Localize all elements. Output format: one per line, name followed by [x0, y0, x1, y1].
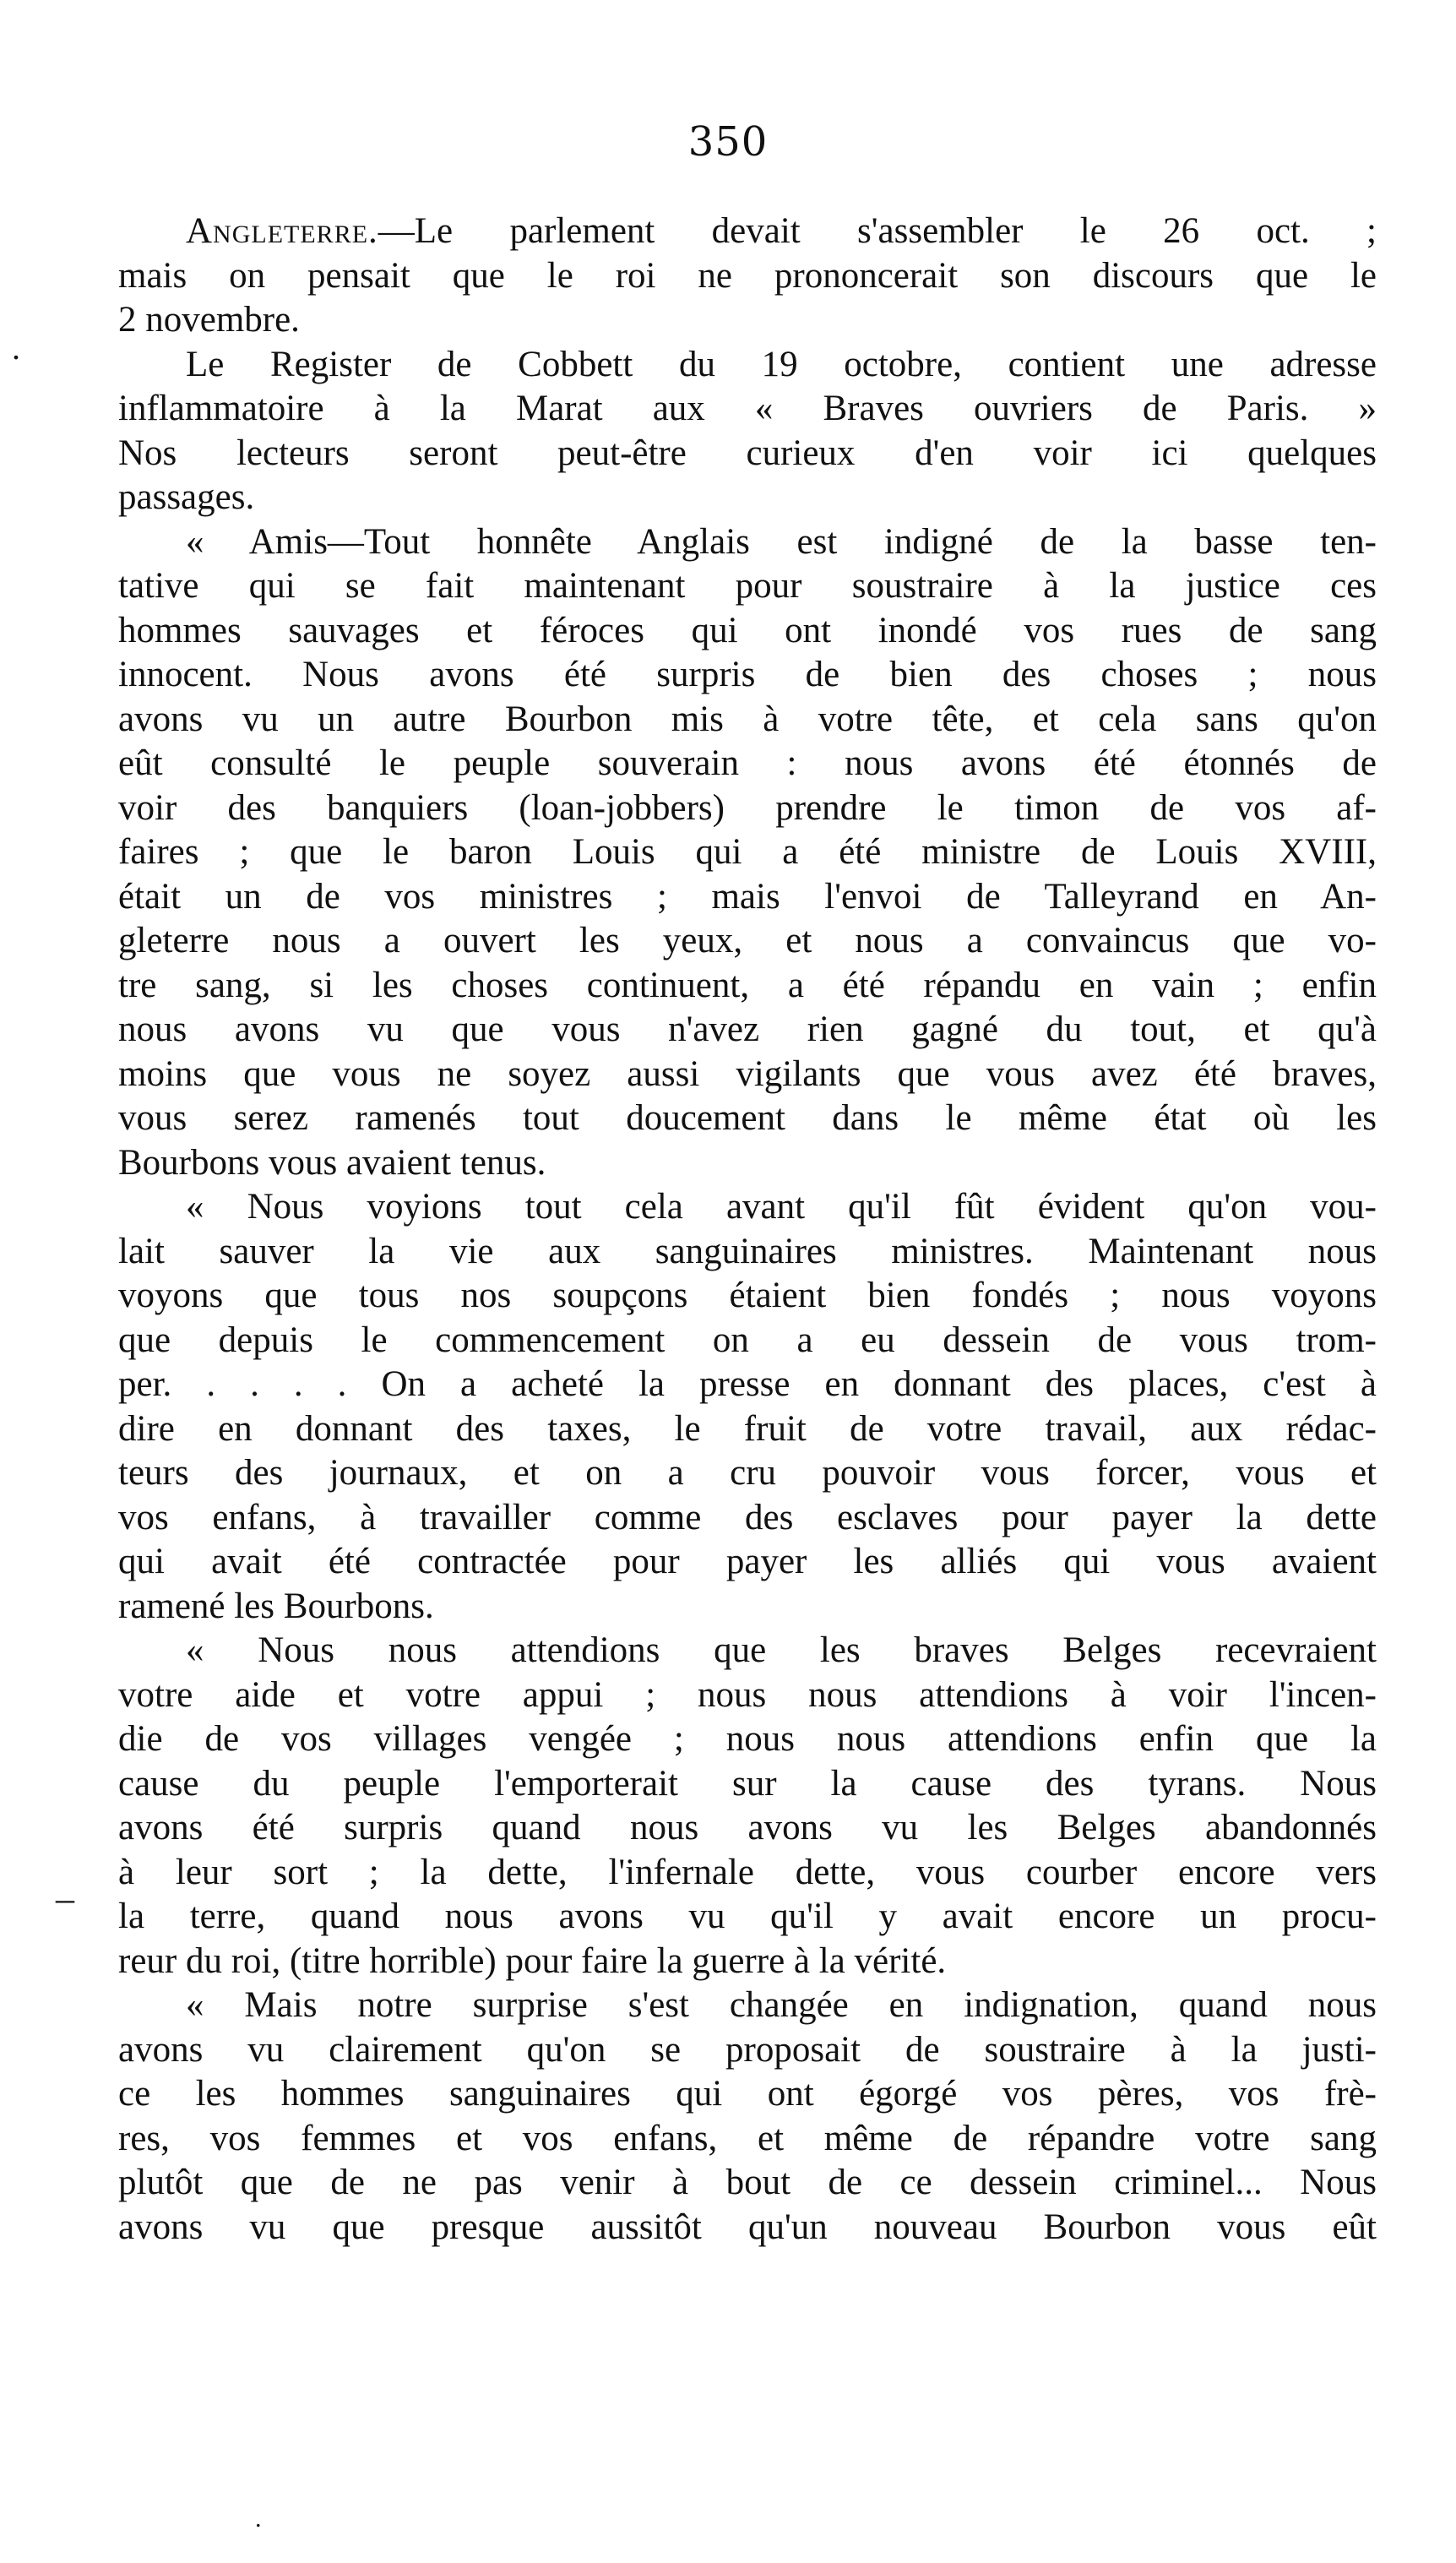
text-line: innocent. Nous avons été surpris de bien des choses ; nous [118, 655, 1377, 694]
text-line: inflammatoire à la Marat aux « Braves ouvriers de Paris. » [118, 389, 1377, 428]
text-line: « Nous voyions tout cela avant qu'il fût évident qu'on vou- [186, 1187, 1377, 1227]
text-line: votre aide et votre appui ; nous nous attendions à voir l'incen- [118, 1674, 1377, 1715]
text-line: Le Register de Cobbett du 19 octobre, contient une adresse [186, 344, 1377, 384]
section-lead: Angleterre. [186, 211, 378, 251]
margin-dot: . [12, 329, 20, 367]
text-line: Nos lecteurs seront peut-être curieux d'en voir ici quelques [118, 433, 1377, 473]
text-line: passages. [118, 477, 255, 517]
text-line: à leur sort ; la dette, l'infernale dette, vous courber encore vers [118, 1852, 1377, 1892]
body-text [118, 210, 1377, 2250]
text-line: lait sauver la vie aux sanguinaires ministres. Maintenant nous [118, 1231, 1377, 1271]
text-line: eût consulté le peuple souverain : nous avons été étonnés de [118, 743, 1377, 783]
text-line: « Mais notre surprise s'est changée en indignation, quand nous [186, 1985, 1377, 2025]
text-line: die de vos villages vengée ; nous nous attendions enfin que la [118, 1719, 1377, 1759]
text-line: reur du roi, (titre horrible) pour faire la guerre à la vérité. [118, 1940, 947, 1981]
page-number: 350 [687, 118, 769, 166]
text-line: était un de vos ministres ; mais l'envoi de Talleyrand en An- [118, 876, 1377, 917]
text-line: gleterre nous a ouvert les yeux, et nous a convaincus que vo- [118, 921, 1377, 960]
text-line: vous serez ramenés tout doucement dans le même état où les [118, 1098, 1377, 1138]
text-line: avons vu que presque aussitôt qu'un nouveau Bourbon vous eût [118, 2207, 1377, 2247]
text-line: cause du peuple l'emporterait sur la cause des tyrans. Nous [118, 1763, 1377, 1804]
text-line: avons vu clairement qu'on se proposait de soustraire à la justi- [118, 2029, 1377, 2070]
text-line: moins que vous ne soyez aussi vigilants que vous avez été braves, [118, 1053, 1377, 1094]
text-line: res, vos femmes et vos enfans, et même de répandre votre sang [118, 2118, 1377, 2158]
text-line: faires ; que le baron Louis qui a été ministre de Louis XVIII, [118, 832, 1377, 872]
text-line: Angleterre.—Le parlement devait s'assembler le 26 oct. ; [186, 211, 1377, 251]
text-line: voyons que tous nos soupçons étaient bien fondés ; nous voyons [118, 1276, 1377, 1315]
text-line: Bourbons vous avaient tenus. [118, 1142, 546, 1183]
text-line: nous avons vu que vous n'avez rien gagné du tout, et qu'à [118, 1009, 1377, 1049]
text-line: vos enfans, à travailler comme des esclaves pour payer la dette [118, 1497, 1377, 1537]
text-line: ce les hommes sanguinaires qui ont égorgé vos pères, vos frè- [118, 2074, 1377, 2114]
text-line: la terre, quand nous avons vu qu'il y avait encore un procu- [118, 1896, 1377, 1936]
margin-bottom-dot: . [255, 2505, 262, 2533]
margin-dash: – [56, 1878, 74, 1919]
text-line: per. . . . . On a acheté la presse en donnant des places, c'est à [118, 1364, 1377, 1404]
text-line: ramené les Bourbons. [118, 1586, 434, 1626]
text-line: voir des banquiers (loan-jobbers) prendre le timon de vos af- [118, 787, 1377, 828]
text-line: avons été surpris quand nous avons vu les Belges abandonnés [118, 1808, 1377, 1847]
text-line: avons vu un autre Bourbon mis à votre tête, et cela sans qu'on [118, 699, 1377, 739]
text-line: hommes sauvages et féroces qui ont inondé vos rues de sang [118, 610, 1377, 650]
text-line: qui avait été contractée pour payer les alliés qui vous avaient [118, 1542, 1377, 1581]
text-line: plutôt que de ne pas venir à bout de ce dessein criminel... Nous [118, 2163, 1377, 2202]
text-line: « Amis—Tout honnête Anglais est indigné de la basse ten- [186, 521, 1377, 562]
text-line: 2 novembre. [118, 300, 300, 340]
text-line: teurs des journaux, et on a cru pouvoir vous forcer, vous et [118, 1453, 1377, 1493]
text-line: tre sang, si les choses continuent, a été répandu en vain ; enfin [118, 965, 1377, 1005]
text-line: dire en donnant des taxes, le fruit de votre travail, aux rédac- [118, 1408, 1377, 1449]
text-line: mais on pensait que le roi ne prononcerait son discours que le [118, 255, 1377, 296]
text-line: tative qui se fait maintenant pour soustraire à la justice ces [118, 566, 1377, 606]
text-line: que depuis le commencement on a eu dessein de vous trom- [118, 1320, 1377, 1360]
text-line: « Nous nous attendions que les braves Belges recevraient [186, 1630, 1377, 1670]
